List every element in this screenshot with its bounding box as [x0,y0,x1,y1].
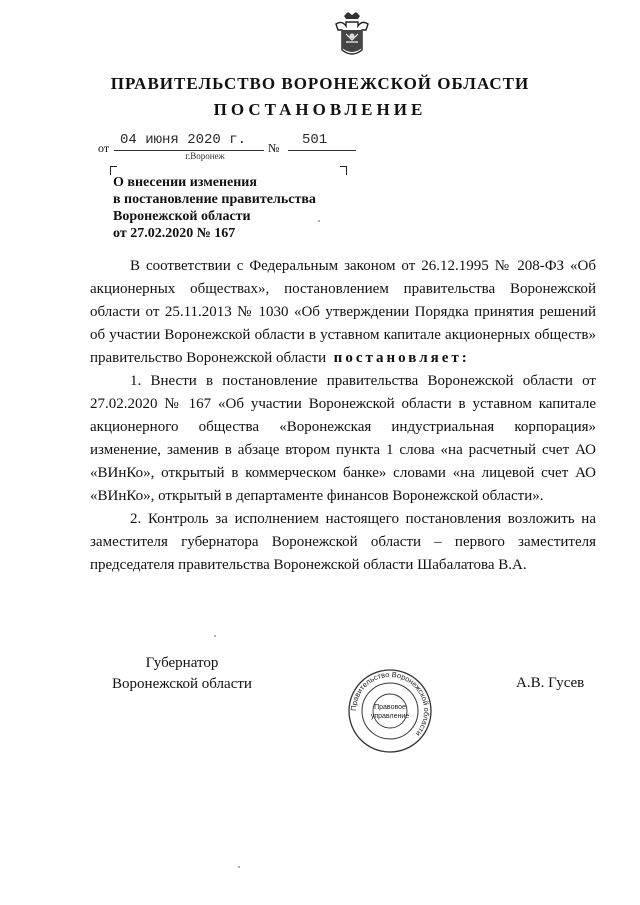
signer-position-line: Губернатор [145,655,219,671]
stamp-ring-text: Правительство Воронежской области [348,669,432,738]
item-1-paragraph: 1. Внести в постановление правительства Воронежской области от 27.02.2020 № 167 «Об участии Воронежской области в уставном капитале акционерного общества «Воронежская индустриальная корпорация» изменение, заменив в абзаце втором пункта 1 слова «на расчетный счет АО «ВИнКо», открытый в коммерческом банке» словами «на лицевой счет АО «ВИнКо», открытый в департаменте финансов Воронежской области». [90,373,596,504]
document-subject [113,174,413,242]
stamp-center-line: Правовое [374,704,406,711]
coat-of-arms-icon [332,10,372,60]
organization-title: ПРАВИТЕЛЬСТВО ВОРОНЕЖСКОЙ ОБЛАСТИ [110,74,530,93]
stamp-center-line: управление [370,713,410,720]
date-value: 04 июня 2020 г. [120,132,247,148]
date-label: от [98,141,110,155]
decree-word: постановляет: [333,350,470,366]
signer-position [92,653,272,695]
document-type: ПОСТАНОВЛЕНИЕ [213,100,427,119]
city-label: г.Воронеж [185,151,225,161]
preamble-text: В соответствии с Федеральным законом от 26.12.1995 № 208-ФЗ «Об акционерных обществах», постановлением правительства Воронежской области от 25.11.2013 № 1030 «Об утверждении Порядка принятия решений об участии Воронежской области в уставном капитале акционерных обществ» правительство Воронежской области [90,258,596,366]
subject-line: в постановление правительства [113,192,316,207]
scan-speck [238,866,240,868]
scan-speck [214,635,216,637]
legal-department-stamp [342,668,438,754]
preamble-paragraph [90,255,596,370]
subject-line: О внесении изменения [113,175,257,190]
scan-speck [318,220,320,222]
subject-line: Воронежской области [113,209,251,224]
date-field [114,132,264,151]
signer-position-line: Воронежской области [112,676,252,692]
signer-name: А.В. Гусев [516,675,585,691]
subject-line: от 27.02.2020 № 167 [113,226,236,241]
number-field [288,132,356,151]
number-value: 501 [302,132,328,148]
document-body [90,255,596,577]
item-2-paragraph: 2. Контроль за исполнением настоящего постановления возложить на заместителя губернатора Воронежской области – первого заместителя председателя правительства Воронежской области Шабалатова В.А. [90,511,596,573]
number-label: № [268,141,280,155]
